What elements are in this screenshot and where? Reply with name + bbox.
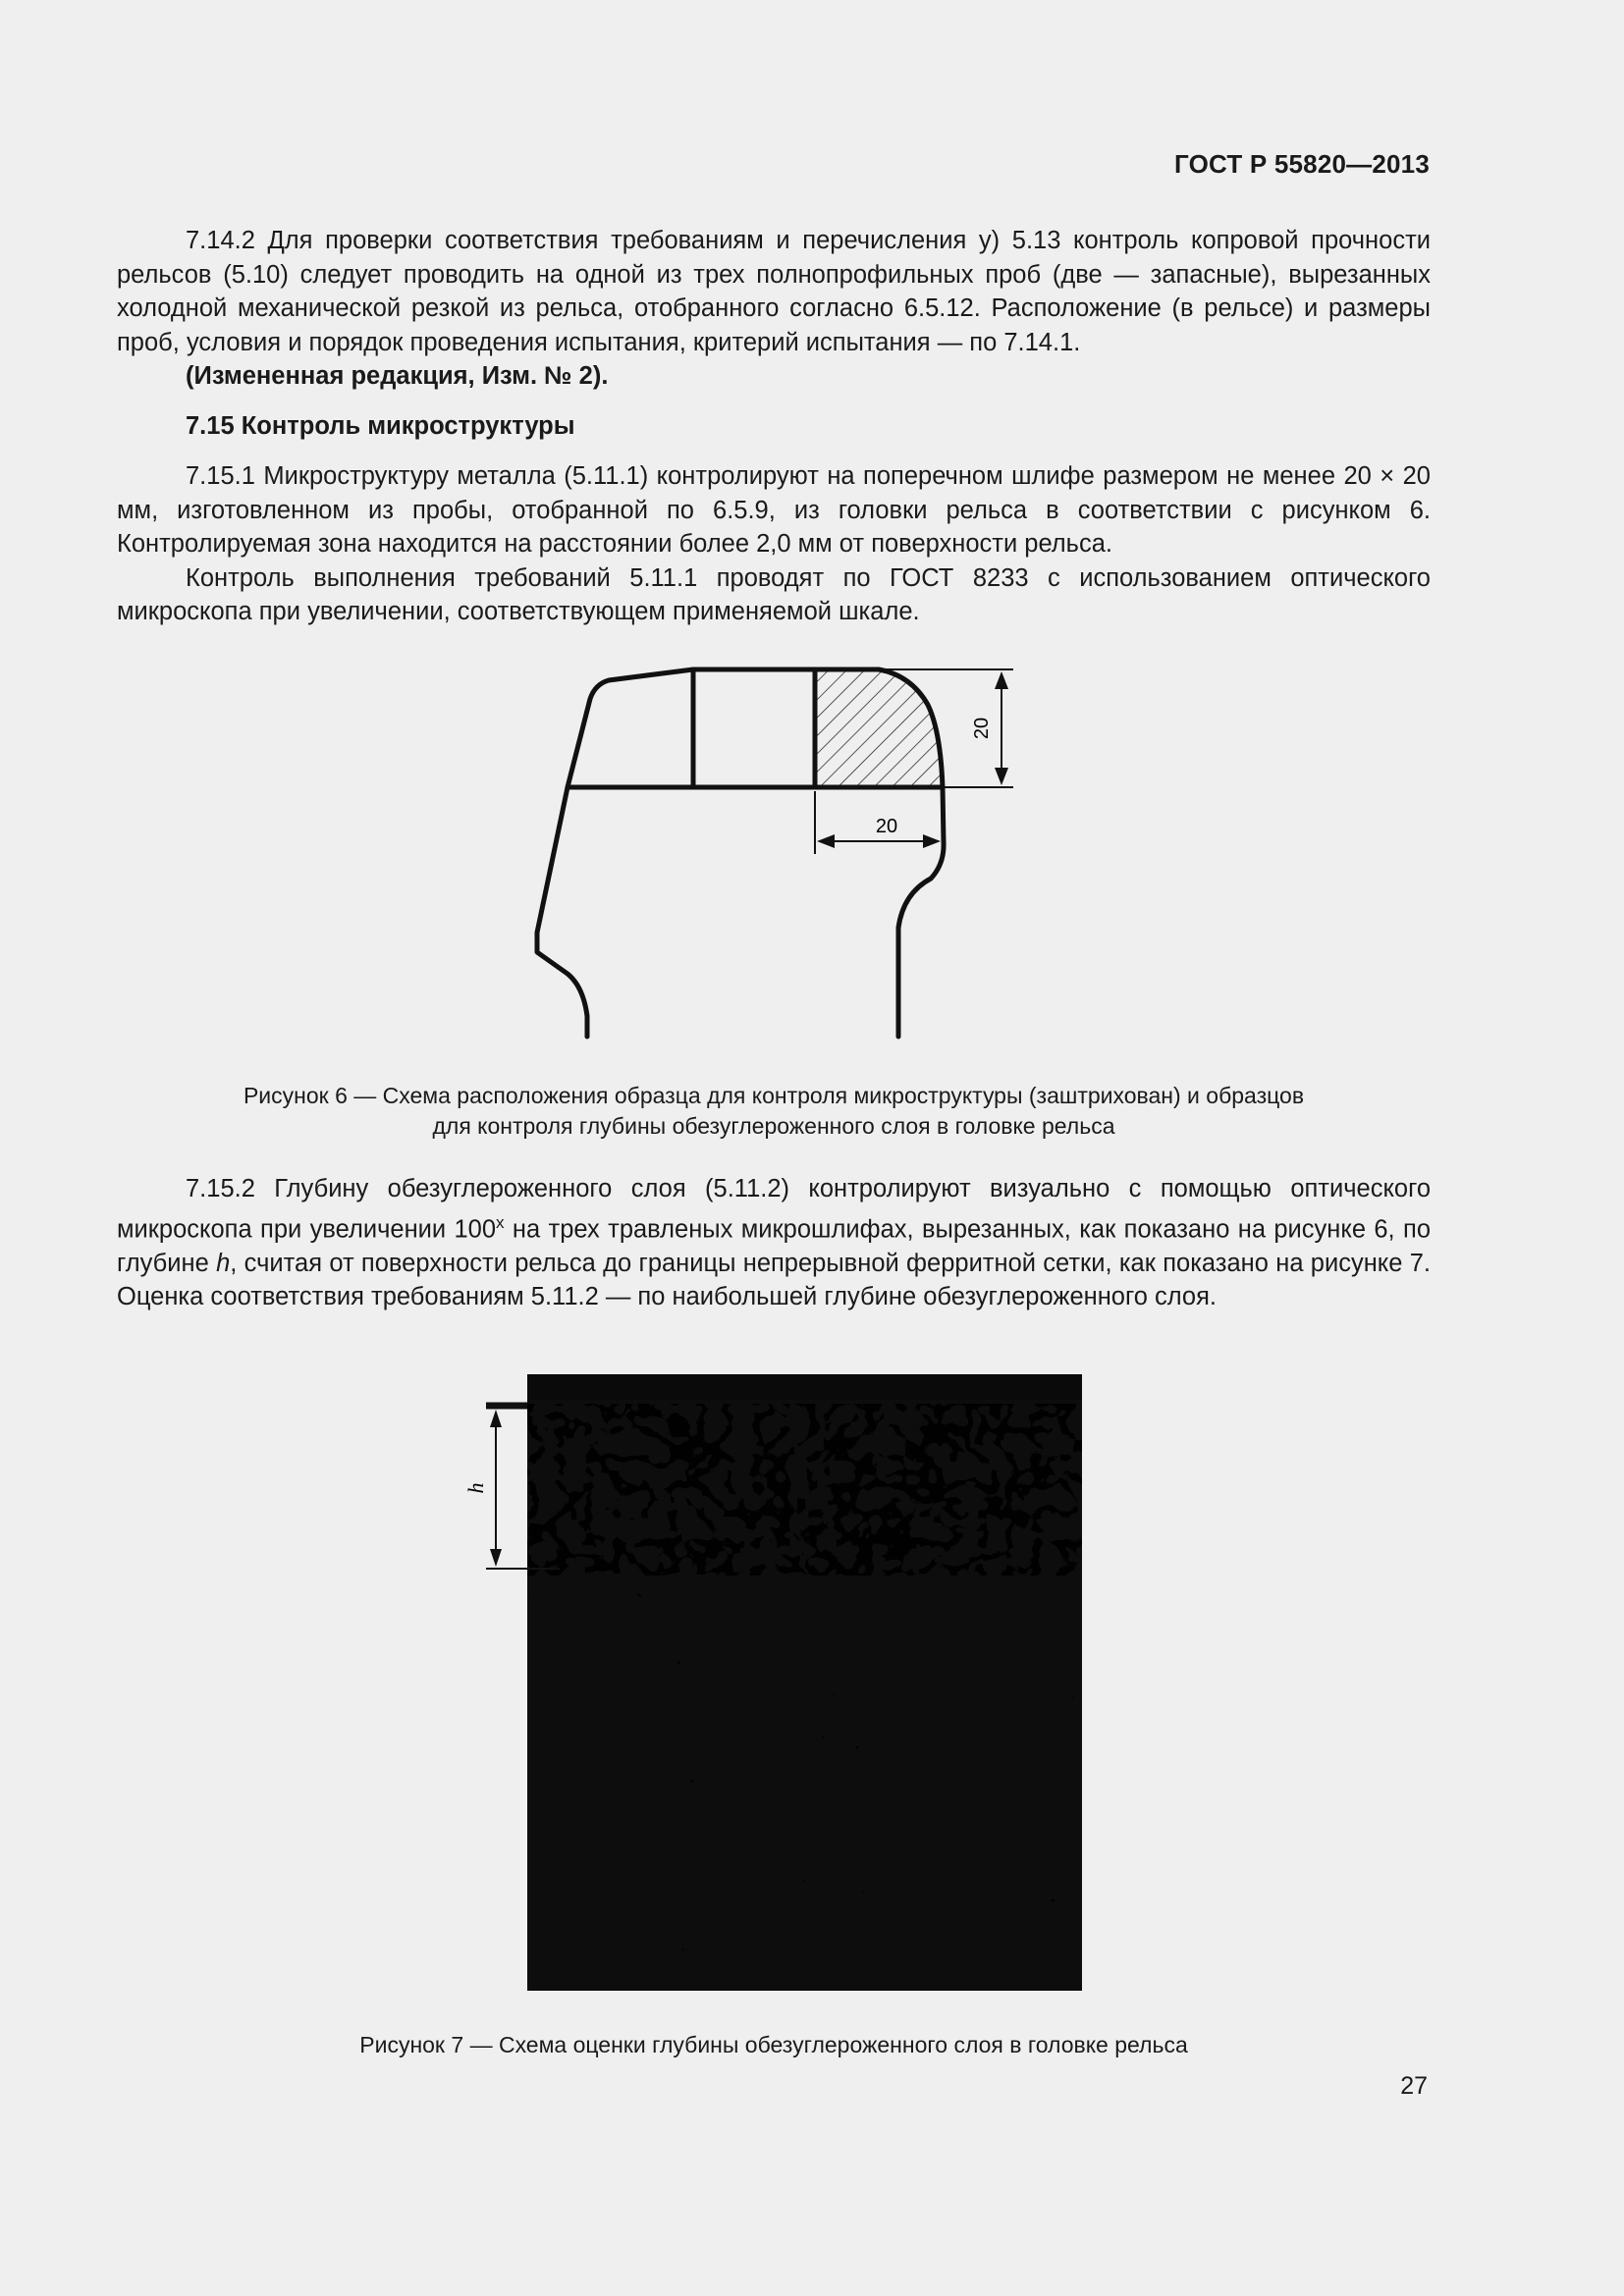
section-heading-7-15: 7.15 Контроль микроструктуры — [186, 412, 575, 440]
micrograph-image — [527, 1374, 1082, 1991]
figure-6-rail-head-diagram — [530, 656, 1041, 1048]
depth-label: h — [463, 1482, 488, 1494]
magnification-superscript: х — [496, 1212, 505, 1232]
figure-6-caption — [117, 1081, 1431, 1142]
paragraph-7-15-2 — [117, 1172, 1431, 1314]
paragraph-7-14-2-text: 7.14.2 Для проверки соответствия требованиям и перечисления у) 5.13 контроль копровой прочности рельсов (5.10) следует проводить на одной из трех полнопрофильных проб (две — запасные), вырезанных холодной механической резкой из рельса, отобранного согласно 6.5.12. Расположение (в рельсе) и размеры проб, условия и порядок проведения испытания, критерий испытания — по 7.14.1. — [117, 227, 1431, 356]
standard-header: ГОСТ Р 55820—2013 — [1174, 149, 1430, 179]
paragraph-7-15-2-part1: 7.15.2 Глубину обезуглероженного слоя (5.11.2) контролируют визуально с помощью оптического микроскопа при увеличении 100 — [117, 1175, 1431, 1243]
figure-7-micrograph-diagram — [461, 1364, 1090, 2002]
dimension-vertical-label: 20 — [971, 717, 993, 740]
page-number: 27 — [1400, 2072, 1428, 2100]
depth-symbol: h — [216, 1249, 231, 1277]
figure-7-caption — [117, 2030, 1431, 2060]
figure-6-caption-line-2: для контроля глубины обезуглероженного слоя в головке рельса — [432, 1113, 1115, 1139]
paragraph-7-15-1-text: 7.15.1 Микроструктуру металла (5.11.1) контролируют на поперечном шлифе размером не менее 20 × 20 мм, изготовленном из пробы, отобранной по 6.5.9, из головки рельса в соответствии с рисунком 6. Контролируемая зона находится на расстоянии более 2,0 мм от поверхности рельса. — [117, 462, 1431, 558]
figure-6-caption-line-1: Рисунок 6 — Схема расположения образца для контроля микроструктуры (заштрихован) и образцов — [243, 1083, 1305, 1108]
paragraph-7-14-2 — [117, 224, 1431, 394]
hatched-sample-region — [815, 669, 943, 787]
amendment-note: (Измененная редакция, Изм. № 2). — [186, 362, 609, 390]
paragraph-7-15-2-part3: , считая от поверхности рельса до границы непрерывной ферритной сетки, как показано на рисунке 7. Оценка соответствия требованиям 5.11.2 — по наибольшей глубине обезуглероженного слоя. — [117, 1249, 1431, 1310]
paragraph-7-15-1-text2: Контроль выполнения требований 5.11.1 проводят по ГОСТ 8233 с использованием оптического микроскопа при увеличении, соответствующем применяемой шкале. — [117, 563, 1431, 625]
dimension-horizontal-label: 20 — [875, 816, 898, 837]
paragraph-7-15-1 — [117, 459, 1431, 629]
figure-7-caption-text: Рисунок 7 — Схема оценки глубины обезуглероженного слоя в головке рельса — [359, 2032, 1188, 2057]
paragraph-7-15-2-part2: на трех травленых микрошлифах, вырезанных, как показано на рисунке 6, по глубине — [117, 1215, 1431, 1277]
paragraph-7-15-2-text — [117, 1172, 1431, 1314]
